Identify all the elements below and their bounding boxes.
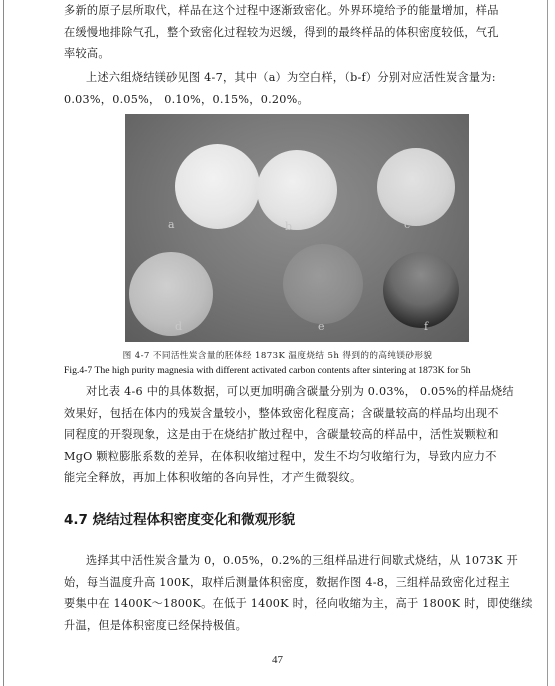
sample-disk-c: [377, 148, 455, 226]
paragraph-2-line: 0.03%，0.05%， 0.10%，0.15%，0.20%。: [64, 92, 309, 106]
paragraph-4: [64, 550, 533, 636]
paragraph-4-line: 选择其中活性炭含量为 0，0.05%，0.2%的三组样品进行间歇式烧结，从 1073K 开: [86, 554, 518, 567]
page-border-left: [3, 0, 4, 686]
sample-disk-f: [383, 252, 459, 328]
sample-label-d: d: [175, 320, 183, 333]
sample-disk-b: [257, 150, 337, 230]
paragraph-4-line: 始，每当温度升高 100K，取样后测量体积密度，数据作图 4-8，三组样品致密化过程主: [64, 575, 510, 589]
paragraph-3-line: 能完全释放，再加上体积收缩的各向异性，才产生微裂纹。: [64, 471, 362, 484]
paragraph-3-line: 效果好，包括在体内的残炭含量较小，整体致密化程度高；含碳量较高的样品均出现不: [64, 406, 499, 420]
paragraph-3-line: MgO 颗粒膨胀系数的差异，在体积收缩过程中，发生不均匀收缩行为，导致内应力不: [64, 449, 497, 463]
paragraph-3-line: 对比表 4-6 中的具体数据，可以更加明确含碳量分别为 0.03%， 0.05%的样品烧结: [86, 385, 514, 398]
sample-label-a: a: [168, 218, 175, 231]
paragraph-1-line: 在缓慢地排除气孔，整个致密化过程较为迟缓，得到的最终样品的体积密度较低，气孔: [64, 25, 499, 39]
sample-label-c: c: [404, 218, 411, 231]
paragraph-3-line: 同程度的开裂现象，这是由于在烧结扩散过程中，含碳量较高的样品中，活性炭颗粒和: [64, 428, 499, 441]
page-number: 47: [272, 654, 283, 666]
paragraph-2: [64, 67, 504, 110]
sample-disk-e: [283, 244, 363, 324]
sample-label-f: f: [424, 320, 429, 333]
sample-disk-d: [129, 252, 213, 336]
figure-caption-cn: 图 4-7 不同活性炭含量的胚体经 1873K 温度烧结 5h 得到的的高纯镁砂形貌: [122, 351, 433, 361]
sample-label-e: e: [318, 320, 325, 333]
paragraph-2-line: 上述六组烧结镁砂见图 4-7，其中（a）为空白样，（b-f）分别对应活性炭含量为:: [86, 71, 496, 84]
section-heading: 4.7 烧结过程体积密度变化和微观形貌: [64, 512, 296, 528]
sample-disk-a: [175, 144, 260, 229]
paragraph-1: [64, 0, 504, 65]
page-border-right: [547, 0, 548, 686]
paragraph-4-line: 要集中在 1400K～1800K。在低于 1400K 时，径向收缩为主，高于 1800K 时，即使继续: [64, 597, 533, 610]
figure-photo: [125, 114, 469, 342]
paragraph-1-line: 率较高。: [64, 47, 110, 60]
paragraph-4-line: 升温，但是体积密度已经保持极值。: [64, 618, 248, 632]
paragraph-1-line: 多新的原子层所取代，样品在这个过程中逐渐致密化。外界环境给予的能量增加，样品: [64, 4, 499, 17]
figure-caption-en: Fig.4-7 The high purity magnesia with different activated carbon contents after sintering at 1873K for 5h: [64, 365, 471, 376]
sample-label-b: b: [285, 220, 293, 233]
paragraph-3: [64, 381, 514, 489]
